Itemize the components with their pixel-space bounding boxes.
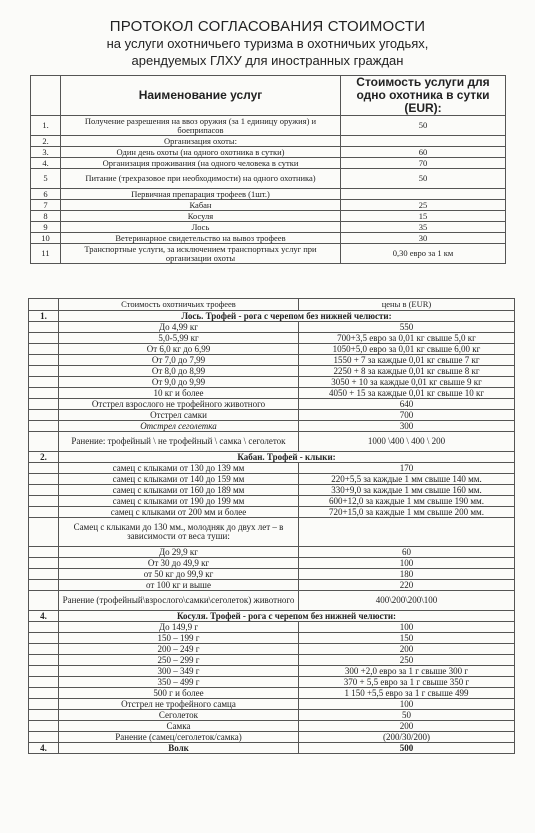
trophy-name: 200 – 249 г <box>59 644 299 655</box>
service-name: Ветеринарное свидетельство на вывоз трофеев <box>61 233 341 244</box>
row-number <box>29 677 59 688</box>
trophy-price: 4050 + 15 за каждые 0,01 кг свыше 10 кг <box>299 388 515 399</box>
trophy-name: 300 – 349 г <box>59 666 299 677</box>
table-row <box>31 116 506 136</box>
table-row <box>29 388 515 399</box>
trophy-name: От 7,0 до 7,99 <box>59 355 299 366</box>
table-row <box>31 233 506 244</box>
table-row <box>29 569 515 580</box>
document-subtitle-line-1: на услуги охотничьего туризма в охотничьих угодьях, <box>106 36 429 51</box>
row-number <box>29 721 59 732</box>
trophy-price: 1050+5,0 евро за 0,01 кг свыше 6,00 кг <box>299 344 515 355</box>
trophy-price <box>299 518 515 547</box>
row-number <box>29 344 59 355</box>
row-number <box>29 366 59 377</box>
row-number <box>29 633 59 644</box>
service-price: 0,30 евро за 1 км <box>341 244 506 264</box>
trophy-price: 1 150 +5,5 евро за 1 г свыше 499 <box>299 688 515 699</box>
row-number <box>29 518 59 547</box>
service-name: Первичная препарация трофеев (1шт.) <box>61 189 341 200</box>
trophy-name: Отстрел взрослого не трофейного животного <box>59 399 299 410</box>
trophy-name: Отстрел сеголетка <box>59 421 299 432</box>
table-row <box>31 189 506 200</box>
table-row <box>29 432 515 452</box>
table-row <box>29 633 515 644</box>
trophy-name: самец с клыками от 140 до 159 мм <box>59 474 299 485</box>
trophy-name: Ранение (трофейный\взрослого\самки\сеголеток) животного <box>59 591 299 611</box>
service-price: 25 <box>341 200 506 211</box>
trophy-name: от 50 кг до 99,9 кг <box>59 569 299 580</box>
section-title: Лось. Трофей - рога с черепом без нижней челюсти: <box>59 311 515 322</box>
trophy-price: 300 <box>299 421 515 432</box>
row-number <box>29 580 59 591</box>
trophy-price: 170 <box>299 463 515 474</box>
table-row <box>31 222 506 233</box>
row-number <box>29 699 59 710</box>
trophy-name: самец с клыками от 130 до 139 мм <box>59 463 299 474</box>
service-name: Лось <box>61 222 341 233</box>
trophy-price: 400\200\200\100 <box>299 591 515 611</box>
row-number: 7 <box>31 200 61 211</box>
row-number <box>29 547 59 558</box>
table-row <box>31 169 506 189</box>
table-row <box>29 518 515 547</box>
table-row <box>29 688 515 699</box>
row-number <box>29 410 59 421</box>
row-number <box>29 399 59 410</box>
row-number: 9 <box>31 222 61 233</box>
trophy-price: 200 <box>299 644 515 655</box>
trophy-name: До 29,9 кг <box>59 547 299 558</box>
row-number <box>29 355 59 366</box>
section-row <box>29 452 515 463</box>
service-price: 70 <box>341 158 506 169</box>
row-number: 2. <box>31 136 61 147</box>
table-row <box>31 158 506 169</box>
trophy-price: (200/30/200) <box>299 732 515 743</box>
section-number: 4. <box>29 743 59 754</box>
row-number <box>29 622 59 633</box>
table-row <box>29 655 515 666</box>
table-row <box>29 644 515 655</box>
row-number <box>29 485 59 496</box>
service-price: 15 <box>341 211 506 222</box>
header-trophy-price: цены в (EUR) <box>299 299 515 311</box>
row-number <box>29 432 59 452</box>
header-service-price: Стоимость услуги для одно охотника в сутки (EUR): <box>341 76 506 116</box>
row-number: 5 <box>31 169 61 189</box>
table-row <box>29 355 515 366</box>
service-name: Питание (трехразовое при необходимости) на одного охотника) <box>61 169 341 189</box>
trophy-name: Отстрел самки <box>59 410 299 421</box>
row-number <box>29 496 59 507</box>
table-row <box>29 463 515 474</box>
row-number <box>29 507 59 518</box>
document-subtitle-line-2: арендуемых ГЛХУ для иностранных граждан <box>131 53 404 68</box>
trophy-price: 60 <box>299 547 515 558</box>
table-row <box>29 322 515 333</box>
row-number <box>29 732 59 743</box>
trophy-name: Отстрел не трофейного самца <box>59 699 299 710</box>
table-row <box>31 147 506 158</box>
row-number <box>29 558 59 569</box>
row-number <box>29 421 59 432</box>
section-title: Кабан. Трофей - клыки: <box>59 452 515 463</box>
trophy-price: 2250 + 8 за каждые 0,01 кг свыше 8 кг <box>299 366 515 377</box>
services-table <box>30 75 506 264</box>
trophy-price: 600+12,0 за каждые 1 мм свыше 190 мм. <box>299 496 515 507</box>
trophy-name: самец с клыками от 200 мм и более <box>59 507 299 518</box>
section-number: 1. <box>29 311 59 322</box>
trophy-price: 300 +2,0 евро за 1 г свыше 300 г <box>299 666 515 677</box>
trophy-price: 720+15,0 за каждые 1 мм свыше 200 мм. <box>299 507 515 518</box>
table-row <box>29 496 515 507</box>
table-row <box>29 666 515 677</box>
services-header-row <box>31 76 506 116</box>
row-number <box>29 333 59 344</box>
service-name: Организация проживания (на одного человека в сутки <box>61 158 341 169</box>
trophy-price: 50 <box>299 710 515 721</box>
row-number: 4. <box>31 158 61 169</box>
table-row <box>29 721 515 732</box>
table-row <box>29 558 515 569</box>
table-row <box>29 547 515 558</box>
table-row <box>29 474 515 485</box>
table-row <box>29 344 515 355</box>
row-number <box>29 463 59 474</box>
section-row <box>29 311 515 322</box>
table-row <box>29 399 515 410</box>
table-row <box>31 211 506 222</box>
trophy-name: До 4,99 кг <box>59 322 299 333</box>
row-number: 1. <box>31 116 61 136</box>
row-number: 6 <box>31 189 61 200</box>
table-row <box>29 485 515 496</box>
trophy-name: самец с клыками от 160 до 189 мм <box>59 485 299 496</box>
row-number: 8 <box>31 211 61 222</box>
trophy-name: 150 – 199 г <box>59 633 299 644</box>
service-price: 35 <box>341 222 506 233</box>
header-num-cell <box>31 76 61 116</box>
service-price <box>341 136 506 147</box>
table-row <box>29 421 515 432</box>
trophy-name: Самец с клыками до 130 мм., молодняк до двух лет – в зависимости от веса туши: <box>59 518 299 547</box>
service-name: Транспортные услуги, за исключением транспортных услуг при организации охоты <box>61 244 341 264</box>
service-name: Организация охоты: <box>61 136 341 147</box>
service-price: 50 <box>341 169 506 189</box>
trophy-price: 200 <box>299 721 515 732</box>
trophy-price: 180 <box>299 569 515 580</box>
trophy-name: От 8,0 до 8,99 <box>59 366 299 377</box>
row-number <box>29 569 59 580</box>
section-number: 4. <box>29 611 59 622</box>
table-row <box>29 699 515 710</box>
row-number <box>29 710 59 721</box>
table-row <box>29 333 515 344</box>
trophy-price: 100 <box>299 699 515 710</box>
row-number: 3. <box>31 147 61 158</box>
trophy-name: От 6,0 кг до 6,99 <box>59 344 299 355</box>
table-row <box>29 677 515 688</box>
service-name: Получение разрешения на ввоз оружия (за 1 единицу оружия) и боеприпасов <box>61 116 341 136</box>
trophy-price: 250 <box>299 655 515 666</box>
trophy-name: От 30 до 49,9 кг <box>59 558 299 569</box>
table-row <box>29 710 515 721</box>
row-number <box>29 322 59 333</box>
service-name: Один день охоты (на одного охотника в сутки) <box>61 147 341 158</box>
trophy-name: До 149,9 г <box>59 622 299 633</box>
section-price: 500 <box>299 743 515 754</box>
service-price: 50 <box>341 116 506 136</box>
trophy-price: 150 <box>299 633 515 644</box>
trophy-price: 550 <box>299 322 515 333</box>
trophy-price: 100 <box>299 558 515 569</box>
trophy-price: 100 <box>299 622 515 633</box>
trophy-name: Самка <box>59 721 299 732</box>
row-number: 10 <box>31 233 61 244</box>
trophy-price: 1000 \400 \ 400 \ 200 <box>299 432 515 452</box>
section-title: Волк <box>59 743 299 754</box>
document-title: ПРОТОКОЛ СОГЛАСОВАНИЯ СТОИМОСТИ <box>109 18 426 35</box>
trophy-name: 10 кг и более <box>59 388 299 399</box>
trophy-price: 640 <box>299 399 515 410</box>
table-row <box>31 244 506 264</box>
row-number <box>29 644 59 655</box>
header-service-name: Наименование услуг <box>61 76 341 116</box>
trophy-name: самец с клыками от 190 до 199 мм <box>59 496 299 507</box>
trophy-name: Ранение (самец/сеголеток/самка) <box>59 732 299 743</box>
trophies-header-row <box>29 299 515 311</box>
trophy-name: 500 г и более <box>59 688 299 699</box>
row-number <box>29 688 59 699</box>
table-row <box>29 366 515 377</box>
table-row <box>29 377 515 388</box>
trophies-table <box>28 298 515 754</box>
table-row <box>29 591 515 611</box>
trophy-name: от 100 кг и выше <box>59 580 299 591</box>
table-row <box>31 136 506 147</box>
service-name: Кабан <box>61 200 341 211</box>
header-num-cell <box>29 299 59 311</box>
trophy-name: Сеголеток <box>59 710 299 721</box>
section-row <box>29 743 515 754</box>
table-row <box>29 732 515 743</box>
row-number <box>29 388 59 399</box>
row-number: 11 <box>31 244 61 264</box>
table-row <box>31 200 506 211</box>
row-number <box>29 655 59 666</box>
service-name: Косуля <box>61 211 341 222</box>
service-price: 30 <box>341 233 506 244</box>
header-trophy-name: Стоимость охотничьих трофеев <box>59 299 299 311</box>
row-number <box>29 377 59 388</box>
table-row <box>29 622 515 633</box>
trophy-name: 250 – 299 г <box>59 655 299 666</box>
service-price: 60 <box>341 147 506 158</box>
section-row <box>29 611 515 622</box>
table-row <box>29 580 515 591</box>
trophy-price: 3050 + 10 за каждые 0,01 кг свыше 9 кг <box>299 377 515 388</box>
table-row <box>29 507 515 518</box>
section-title: Косуля. Трофей - рога с черепом без нижней челюсти: <box>59 611 515 622</box>
row-number <box>29 591 59 611</box>
section-number: 2. <box>29 452 59 463</box>
trophy-price: 330+9,0 за каждые 1 мм свыше 160 мм. <box>299 485 515 496</box>
row-number <box>29 666 59 677</box>
trophy-price: 700+3,5 евро за 0,01 кг свыше 5,0 кг <box>299 333 515 344</box>
trophy-name: 5,0-5,99 кг <box>59 333 299 344</box>
trophy-name: 350 – 499 г <box>59 677 299 688</box>
trophy-price: 700 <box>299 410 515 421</box>
row-number <box>29 474 59 485</box>
trophy-price: 1550 + 7 за каждые 0,01 кг свыше 7 кг <box>299 355 515 366</box>
trophy-price: 220+5,5 за каждые 1 мм свыше 140 мм. <box>299 474 515 485</box>
trophy-name: От 9,0 до 9,99 <box>59 377 299 388</box>
service-price <box>341 189 506 200</box>
trophy-name: Ранение: трофейный \ не трофейный \ самка \ сеголеток <box>59 432 299 452</box>
trophy-price: 370 + 5,5 евро за 1 г свыше 350 г <box>299 677 515 688</box>
table-row <box>29 410 515 421</box>
trophy-price: 220 <box>299 580 515 591</box>
